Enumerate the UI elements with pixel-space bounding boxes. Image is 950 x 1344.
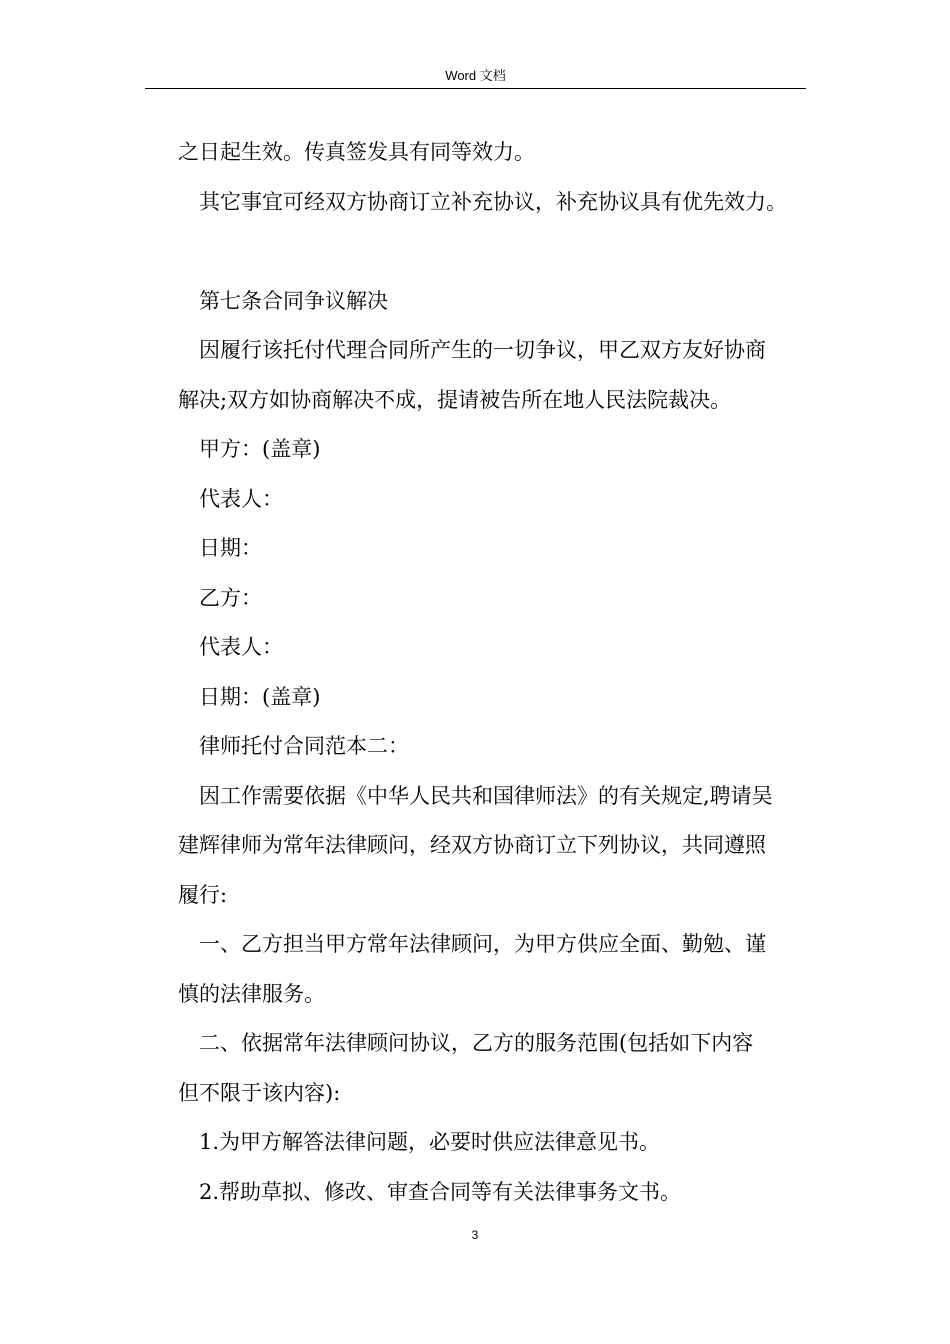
paragraph-line: 一、乙方担当甲方常年法律顾问，为甲方供应全面、勤勉、谨 xyxy=(199,932,766,956)
paragraph-line: 慎的法律服务。 xyxy=(178,981,325,1006)
document-body xyxy=(178,128,818,1217)
signature-representative-a: 代表人： xyxy=(199,486,283,511)
paragraph-line: 之日起生效。传真签发具有同等效力。 xyxy=(178,140,535,164)
page-header xyxy=(145,64,806,89)
blank-line xyxy=(178,227,818,277)
paragraph-line: 其它事宜可经双方协商订立补充协议，补充协议具有优先效力。 xyxy=(199,189,787,214)
signature-date-a: 日期： xyxy=(199,536,262,560)
paragraph-line: 二、依据常年法律顾问协议，乙方的服务范围(包括如下内容 xyxy=(199,1031,754,1055)
paragraph-line: 但不限于该内容): xyxy=(178,1080,341,1105)
page-number: 3 xyxy=(471,1228,479,1242)
signature-party-a: 甲方：(盖章) xyxy=(199,437,321,461)
header-title: Word 文档 xyxy=(445,68,506,83)
paragraph-line: 因履行该托付代理合同所产生的一切争议，甲乙双方友好协商 xyxy=(199,338,766,362)
template-heading: 律师托付合同范本二： xyxy=(199,734,409,758)
paragraph-line: 建辉律师为常年法律顾问，经双方协商订立下列协议，共同遵照 xyxy=(178,833,766,857)
paragraph-line: 因工作需要依据《中华人民共和国律师法》的有关规定,聘请吴 xyxy=(199,783,773,808)
signature-representative-b: 代表人： xyxy=(199,635,283,659)
list-item: 2.帮助草拟、修改、审查合同等有关法律事务文书。 xyxy=(199,1179,682,1204)
list-item: 1.为甲方解答法律问题，必要时供应法律意见书。 xyxy=(199,1130,661,1154)
paragraph-line: 解决;双方如协商解决不成，提请被告所在地人民法院裁决。 xyxy=(178,387,732,412)
signature-party-b: 乙方： xyxy=(199,585,262,610)
section-heading: 第七条合同争议解决 xyxy=(199,288,388,313)
signature-date-b: 日期：(盖章) xyxy=(199,684,321,709)
paragraph-line: 履行: xyxy=(178,882,228,907)
